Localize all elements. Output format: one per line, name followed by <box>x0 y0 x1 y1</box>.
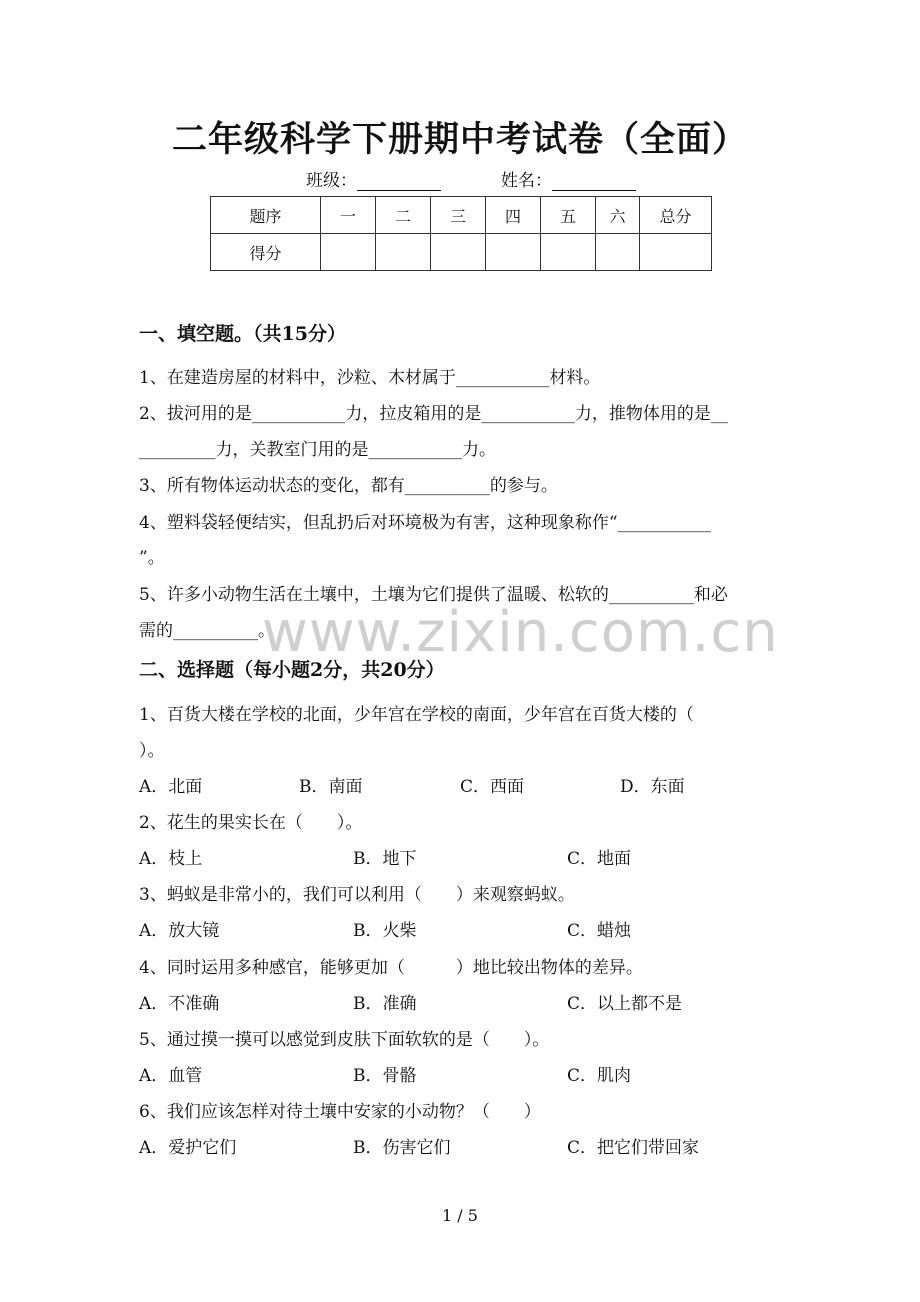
option-c: C．西面 <box>460 777 525 797</box>
fill-question-line: 1、在建造房屋的材料中，沙粒、木材属于___________材料。 <box>139 368 601 388</box>
option-a: A．不准确 <box>139 994 220 1014</box>
choice-question: 3、蚂蚁是非常小的，我们可以利用（ ）来观察蚂蚁。 <box>139 885 575 905</box>
page-title: 二年级科学下册期中考试卷（全面） <box>171 119 748 160</box>
score-header-cell: 五 <box>541 197 596 234</box>
fill-question-line: 4、塑料袋轻便结实，但乱扔后对环境极为有害，这种现象称作“___________ <box>139 513 712 533</box>
score-header-cell: 一 <box>321 197 376 234</box>
score-table-score-row <box>211 234 712 271</box>
option-a: A．枝上 <box>139 849 203 869</box>
option-b: B．南面 <box>299 777 363 797</box>
class-blank <box>357 172 441 191</box>
score-cell <box>640 234 712 271</box>
option-c: C．以上都不是 <box>567 994 683 1014</box>
choice-question: ）。 <box>139 741 165 761</box>
option-a: A．北面 <box>139 777 203 797</box>
class-field <box>306 166 441 191</box>
choice-question: 1、百货大楼在学校的北面，少年宫在学校的南面，少年宫在百货大楼的（ <box>139 705 694 725</box>
name-label: 姓名： <box>501 171 552 191</box>
option-b: B．骨骼 <box>353 1066 417 1086</box>
option-a: A．放大镜 <box>139 921 220 941</box>
fill-question-line: 需的__________。 <box>139 621 275 641</box>
name-field <box>501 166 636 191</box>
score-cell <box>541 234 596 271</box>
watermark: www.zixin.com.cn <box>262 600 779 665</box>
choice-question: 5、通过摸一摸可以感觉到皮肤下面软软的是（ ）。 <box>139 1030 550 1050</box>
option-b: B．地下 <box>353 849 417 869</box>
choice-question: 2、花生的果实长在（ ）。 <box>139 813 363 833</box>
option-b: B．伤害它们 <box>353 1138 451 1158</box>
choice-question: 4、同时运用多种感官，能够更加（ ）地比较出物体的差异。 <box>139 958 643 978</box>
option-b: B．火柴 <box>353 921 417 941</box>
score-table <box>210 196 712 271</box>
score-header-cell: 四 <box>486 197 541 234</box>
fill-question-line: _________力，关教室门用的是___________力。 <box>139 440 496 460</box>
option-c: C．肌肉 <box>567 1066 632 1086</box>
option-b: B．准确 <box>353 994 417 1014</box>
score-cell <box>486 234 541 271</box>
section-2-heading: 二、选择题（每小题2分，共20分） <box>139 659 445 681</box>
option-c: C．把它们带回家 <box>567 1138 700 1158</box>
score-table-header-row <box>211 197 712 234</box>
fill-question-line: 5、许多小动物生活在土壤中，土壤为它们提供了温暖、松软的__________和必 <box>139 585 728 605</box>
option-a: A．血管 <box>139 1066 203 1086</box>
score-header-cell: 六 <box>596 197 640 234</box>
fill-question-line: 3、所有物体运动状态的变化，都有__________的参与。 <box>139 476 558 496</box>
score-cell <box>596 234 640 271</box>
score-header-cell: 题序 <box>211 197 321 234</box>
score-cell <box>376 234 431 271</box>
option-a: A．爱护它们 <box>139 1138 237 1158</box>
option-d: D．东面 <box>620 777 685 797</box>
score-row-label: 得分 <box>211 234 321 271</box>
class-label: 班级： <box>306 171 357 191</box>
section-1-heading: 一、填空题。（共15分） <box>139 323 346 345</box>
choice-question: 6、我们应该怎样对待土壤中安家的小动物？（ ） <box>139 1102 541 1122</box>
score-header-cell: 二 <box>376 197 431 234</box>
fill-question-line: ”。 <box>139 548 165 568</box>
fill-question-line: 2、拔河用的是___________力，拉皮箱用的是___________力，推物体用的是__ <box>139 404 728 424</box>
option-c: C．蜡烛 <box>567 921 632 941</box>
score-cell <box>431 234 486 271</box>
score-header-cell: 三 <box>431 197 486 234</box>
score-header-cell: 总分 <box>640 197 712 234</box>
option-c: C．地面 <box>567 849 632 869</box>
page-number: 1 / 5 <box>442 1206 478 1225</box>
score-cell <box>321 234 376 271</box>
name-blank <box>552 172 636 191</box>
